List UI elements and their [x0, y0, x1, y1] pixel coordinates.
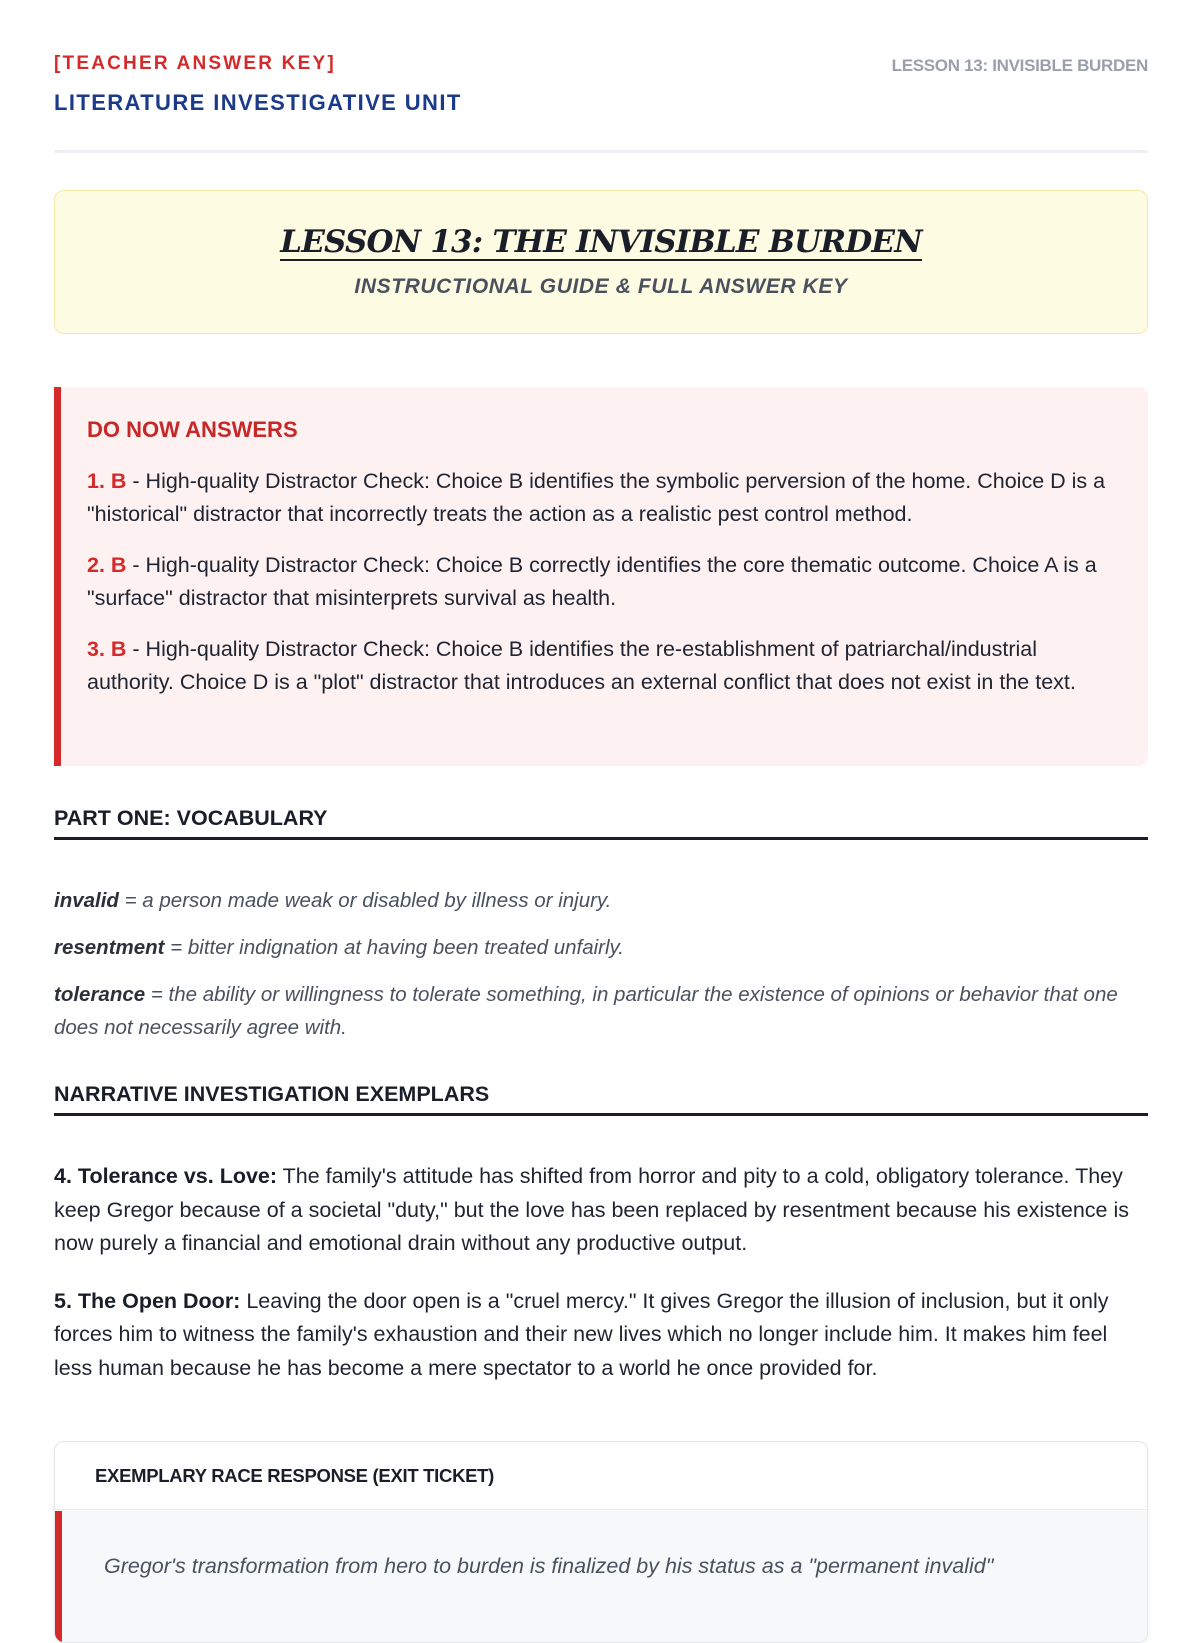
vocab-term: resentment — [54, 936, 165, 959]
lesson-subtitle: INSTRUCTIONAL GUIDE & FULL ANSWER KEY — [354, 275, 848, 298]
answer-explanation: - High-quality Distractor Check: Choice B identifies the re-establishment of patriarchal/industrial authority. Choice D is a "plot" distractor that introduces an external conflict that does not exist in the text. — [87, 637, 1076, 694]
vocab-definition: = bitter indignation at having been treated unfairly. — [164, 936, 624, 959]
narrative-exemplars — [54, 1160, 1148, 1409]
do-now-item — [87, 465, 1120, 531]
answer-label: 1. B — [87, 469, 127, 493]
vocab-item — [54, 931, 1148, 964]
exemplar-text: Leaving the door open is a "cruel mercy." It gives Gregor the illusion of inclusion, but it only forces him to witness the family's exhaustion and their new lives which no longer include him. It makes him feel less human because he has become a mere spectator to a world he once provided for. — [54, 1288, 1109, 1380]
exemplar-text: The family's attitude has shifted from horror and pity to a cold, obligatory tolerance. They keep Gregor because of a societal "duty," but the love has been replaced by resentment because his existence is now purely a financial and emotional drain without any productive output. — [54, 1164, 1129, 1255]
do-now-item — [87, 633, 1120, 699]
answer-label: 3. B — [87, 637, 127, 661]
exemplar-label: 5. The Open Door: — [54, 1288, 241, 1313]
vocab-term: tolerance — [54, 983, 146, 1006]
vocab-item — [54, 884, 1148, 917]
answer-explanation: - High-quality Distractor Check: Choice B correctly identifies the core thematic outcome. Choice A is a "surface" distractor that misinterprets survival as health. — [87, 553, 1097, 610]
exemplar-item — [54, 1160, 1148, 1261]
race-response-body: Gregor's transformation from hero to burden is finalized by his status as a "permanent invalid" — [55, 1511, 1147, 1642]
do-now-item — [87, 549, 1120, 615]
answer-label: 2. B — [87, 553, 127, 577]
vocab-definition: = a person made weak or disabled by illness or injury. — [118, 889, 612, 912]
lesson-title-box — [54, 190, 1148, 334]
exemplar-item — [54, 1285, 1148, 1386]
lesson-title: LESSON 13: THE INVISIBLE BURDEN — [280, 224, 922, 260]
vocab-term: invalid — [54, 889, 119, 912]
do-now-answers-box — [54, 387, 1148, 766]
vocab-definition: = the ability or willingness to tolerate something, in particular the existence of opinions or behavior that one does not necessarily agree with. — [54, 983, 1118, 1039]
page-header — [54, 0, 1148, 153]
answer-key-page — [54, 0, 1148, 1578]
race-response-heading: EXEMPLARY RACE RESPONSE (EXIT TICKET) — [55, 1442, 1147, 1510]
unit-title: LITERATURE INVESTIGATIVE UNIT — [54, 90, 462, 115]
teacher-key-tag: [TEACHER ANSWER KEY] — [54, 53, 336, 74]
do-now-heading: DO NOW ANSWERS — [87, 417, 298, 442]
narrative-heading: NARRATIVE INVESTIGATION EXEMPLARS — [54, 1082, 1148, 1116]
vocabulary-list — [54, 884, 1148, 1058]
exemplar-label: 4. Tolerance vs. Love: — [54, 1164, 278, 1188]
vocab-item — [54, 978, 1148, 1044]
answer-explanation: - High-quality Distractor Check: Choice B identifies the symbolic perversion of the home. Choice D is a "historical" distractor that incorrectly treats the action as a realistic pest control method. — [87, 469, 1106, 526]
race-response-card — [54, 1441, 1148, 1643]
vocabulary-heading: PART ONE: VOCABULARY — [54, 806, 1148, 840]
running-title: LESSON 13: INVISIBLE BURDEN — [891, 56, 1148, 75]
